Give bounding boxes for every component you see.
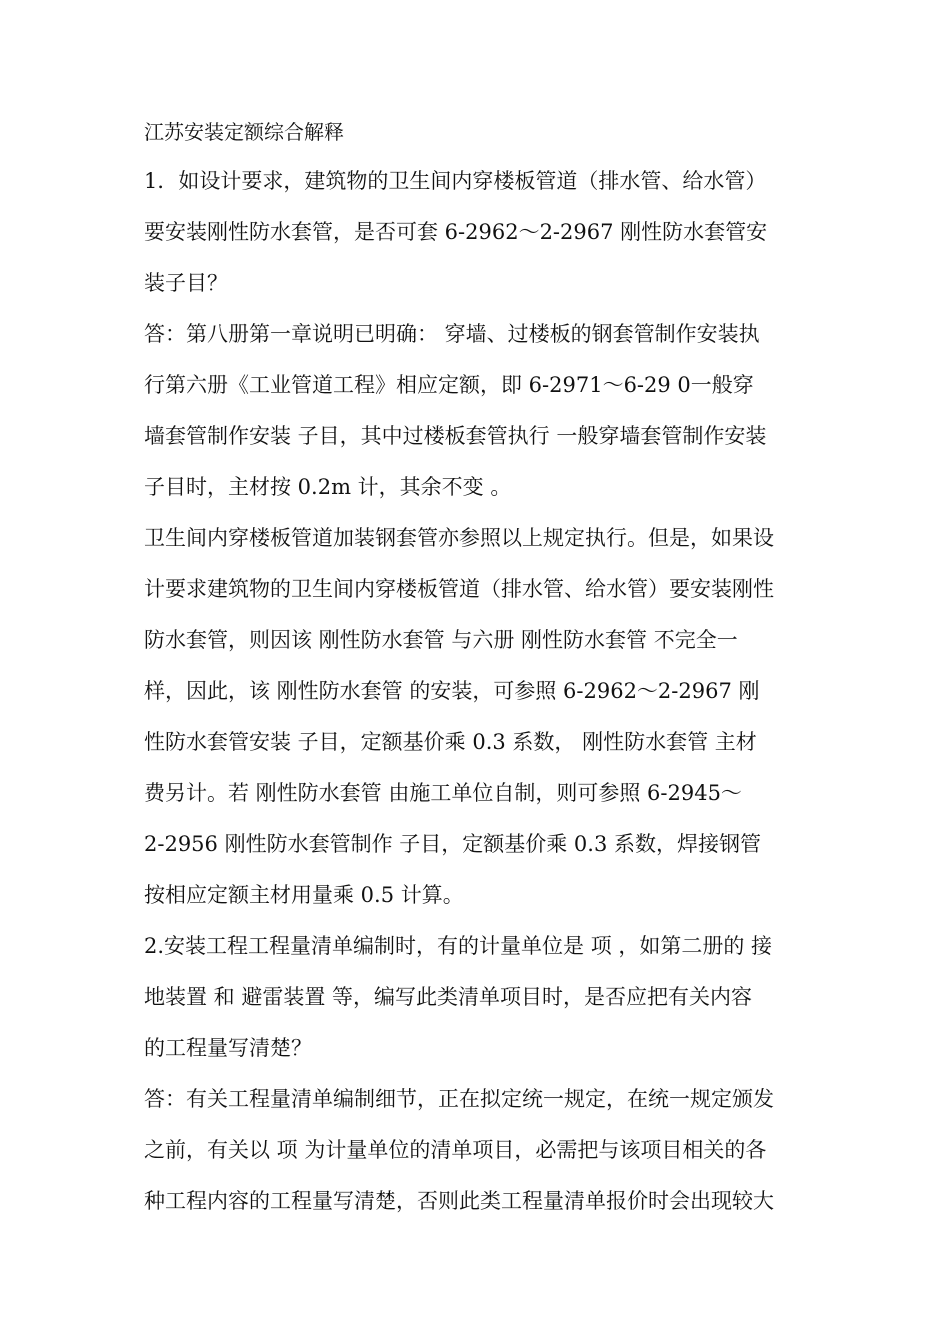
text-line: 的工程量写清楚？ [144,1036,312,1060]
paragraph-a1b [144,513,816,921]
text-line: 装子目？ [144,271,228,295]
text-line: 2-2956 刚性防水套管制作 子目，定额基价乘 0.3 系数，焊接钢管 [144,832,761,856]
text-line: 性防水套管安装 子目，定额基价乘 0.3 系数， 刚性防水套管 主材 [144,730,757,754]
text-line: 2.安装工程工程量清单编制时，有的计量单位是 项 ，如第二册的 接 [144,934,773,958]
text-line: 样，因此，该 刚性防水套管 的安装，可参照 6-2962～2-2967 刚 [144,679,760,703]
text-line: 费另计。若 刚性防水套管 由施工单位自制，则可参照 6-2945～ [144,781,742,805]
text-line: 按相应定额主材用量乘 0.5 计算。 [144,883,464,907]
text-line: 之前，有关以 项 为计量单位的清单项目，必需把与该项目相关的各 [144,1138,767,1162]
document-body [144,112,816,1227]
text-line: 子目时，主材按 0.2m 计，其余不变 。 [144,475,512,499]
text-line: 种工程内容的工程量写清楚，否则此类工程量清单报价时会出现较大 [144,1189,774,1213]
paragraph-a1 [144,309,816,513]
text-line: 计要求建筑物的卫生间内穿楼板管道（排水管、给水管）要安装刚性 [144,577,774,601]
text-line: 要安装刚性防水套管，是否可套 6-2962～2-2967 刚性防水套管安 [144,220,768,244]
text-line: 1．如设计要求，建筑物的卫生间内穿楼板管道（排水管、给水管） [144,169,767,193]
paragraph-q1 [144,156,816,309]
text-line: 墙套管制作安装 子目，其中过楼板套管执行 一般穿墙套管制作安装 [144,424,767,448]
paragraph-container [144,156,816,1227]
text-line: 行第六册《工业管道工程》相应定额，即 6-2971～6-29 0一般穿 [144,373,754,397]
document-title: 江苏安装定额综合解释 [144,120,344,144]
text-line: 地装置 和 避雷装置 等，编写此类清单项目时，是否应把有关内容 [144,985,753,1009]
text-line: 卫生间内穿楼板管道加装钢套管亦参照以上规定执行。但是，如果设 [144,526,774,550]
text-line: 答：第八册第一章说明已明确： 穿墙、过楼板的钢套管制作安装执 [144,322,760,346]
paragraph-a2 [144,1074,816,1227]
text-line: 答：有关工程量清单编制细节，正在拟定统一规定，在统一规定颁发 [144,1087,774,1111]
paragraph-q2 [144,921,816,1074]
text-line: 防水套管，则因该 刚性防水套管 与六册 刚性防水套管 不完全一 [144,628,738,652]
